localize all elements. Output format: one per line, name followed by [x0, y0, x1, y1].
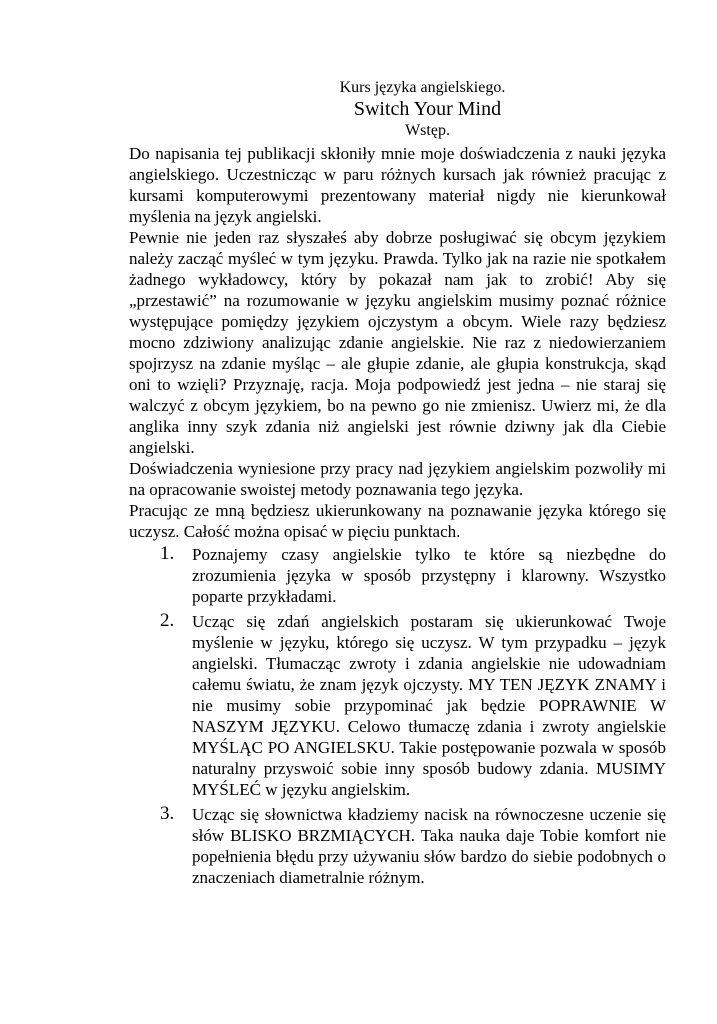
list-text: Ucząc się słownictwa kładziemy nacisk na równoczesne uczenie się słów BLISKO BRZMIĄCYCH. Taka nauka daje Tobie komfort nie popełnienia błędu przy używaniu słów bardzo do siebie podobnych o znaczeniach diametralnie różnym.	[192, 805, 666, 887]
list-item-2	[129, 611, 666, 800]
list-number: 3.	[160, 803, 175, 824]
course-title: Kurs języka angielskiego.	[339, 79, 506, 96]
intro-paragraph-2: Pewnie nie jeden raz słyszałeś aby dobrze posługiwać się obcym językiem należy zacząć myśleć w tym języku. Prawda. Tylko jak na razie nie spotkałem żadnego wykładowcy, który by pokazał nam jak to zrobić! Aby się „przestawić” na rozumowanie w języku angielskim musimy poznać różnice występujące pomiędzy językiem ojczystym a obcym. Wiele razy będziesz mocno zdziwiony analizując zdanie angielskie. Nie raz z niedowierzaniem spojrzysz na zdanie myśląc – ale głupie zdanie, ale głupia konstrukcja, skąd oni to wzięli? Przyznaję, racja. Moja podpowiedź jest jedna – nie staraj się walczyć z obcym językiem, bo na pewno go nie zmienisz. Uwierz mi, że dla anglika inny szyk zdania niż angielski jest równie dziwny jak dla Ciebie angielski.	[129, 228, 666, 457]
section-title: Wstęp.	[405, 122, 450, 139]
list-text: Ucząc się zdań angielskich postaram się ukierunkować Twoje myślenie w języku, którego się uczysz. W tym przypadku – język angielski. Tłumacząc zwroty i zdania angielskie nie udowadniam całemu światu, że znam język ojczysty. MY TEN JĘZYK ZNAMY i nie musimy sobie przypominać jak będzie POPRAWNIE W NASZYM JĘZYKU. Celowo tłumaczę zdania i zwroty angielskie MYŚLĄC PO ANGIELSKU. Takie postępowanie pozwala w sposób naturalny przyswoić sobie inny sposób budowy zdania. MUSIMY MYŚLEĆ w języku angielskim.	[192, 612, 666, 799]
list-number: 1.	[160, 543, 175, 564]
list-item-1	[129, 544, 666, 607]
list-text: Poznajemy czasy angielskie tylko te które są niezbędne do zrozumienia języka w sposób przystępny i klarowny. Wszystko poparte przykładami.	[192, 545, 666, 606]
intro-paragraph-1: Do napisania tej publikacji skłoniły mnie moje doświadczenia z nauki języka angielskiego. Uczestnicząc w paru różnych kursach jak również pracując z kursami komputerowymi prezentowany materiał nigdy nie kierunkował myślenia na język angielski.	[129, 144, 666, 226]
intro-paragraph-4: Pracując ze mną będziesz ukierunkowany na poznawanie języka którego się uczysz. Całość można opisać w pięciu punktach.	[129, 501, 666, 541]
main-title: Switch Your Mind	[353, 98, 502, 120]
numbered-list	[129, 544, 666, 888]
intro-paragraph-3: Doświadczenia wyniesione przy pracy nad językiem angielskim pozwoliły mi na opracowanie swoistej metody poznawania tego języka.	[129, 459, 666, 499]
list-number: 2.	[160, 610, 175, 631]
document-page	[129, 78, 666, 892]
list-item-3	[129, 804, 666, 888]
